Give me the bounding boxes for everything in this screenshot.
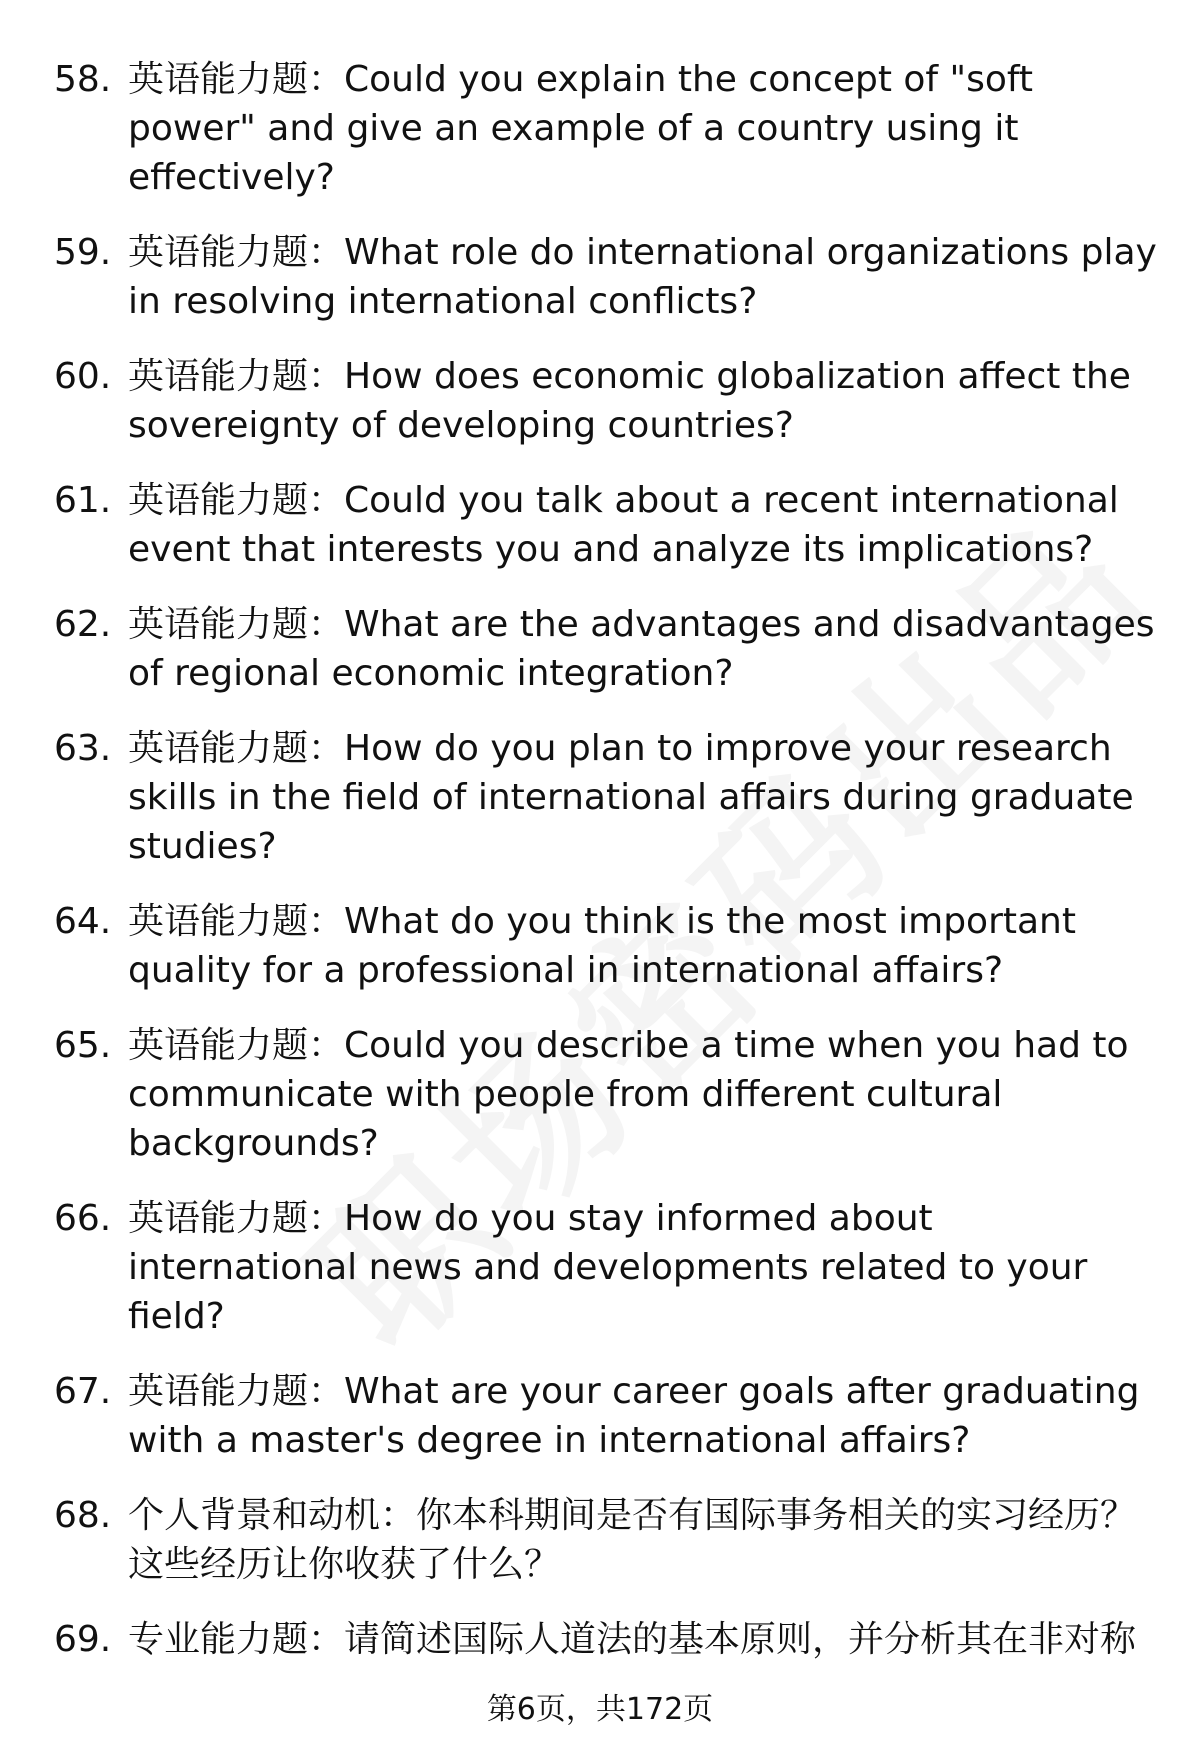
item-category: 专业能力题： [128,1619,345,1660]
list-item [54,1021,1164,1168]
item-number: 66. [54,1198,112,1239]
item-text [128,1615,1164,1664]
item-question: Could you explain the concept of "soft power" and give an example of a country using it effectively? [128,59,1034,198]
item-number: 65. [54,1025,112,1066]
item-question: How does economic globalization affect the sovereignty of developing countries? [128,356,1131,446]
item-question: How do you stay informed about international news and developments related to your field? [128,1198,1088,1337]
item-question: What are the advantages and disadvantages of regional economic integration? [128,604,1155,694]
list-item [54,1491,1164,1589]
item-question: What role do international organizations play in resolving international conflicts? [128,232,1157,322]
item-category: 英语能力题： [128,728,345,769]
item-text [128,352,1164,450]
item-text [128,55,1164,202]
list-item [54,476,1164,574]
item-text [128,897,1164,995]
item-category: 英语能力题： [128,1371,345,1412]
item-category: 英语能力题： [128,901,345,942]
item-number: 62. [54,604,112,645]
item-text [128,476,1164,574]
item-category: 英语能力题： [128,232,345,273]
list-item [54,1615,1164,1664]
item-number: 67. [54,1371,112,1412]
item-text [128,600,1164,698]
item-text [128,1491,1164,1589]
page-footer: 第6页，共172页 [486,1692,714,1727]
item-text [128,1367,1164,1465]
item-text [128,228,1164,326]
item-category: 英语能力题： [128,480,345,521]
item-category: 英语能力题： [128,59,345,100]
item-category: 英语能力题： [128,1025,345,1066]
item-text [128,1194,1164,1341]
item-question: What are your career goals after graduating with a master's degree in international affairs? [128,1371,1140,1461]
item-category: 英语能力题： [128,1198,345,1239]
item-number: 59. [54,232,112,273]
item-question: 请简述国际人道法的基本原则，并分析其在非对称 [344,1619,1137,1660]
item-number: 58. [54,59,112,100]
list-item [54,352,1164,450]
item-number: 60. [54,356,112,397]
item-category: 英语能力题： [128,356,345,397]
list-item [54,897,1164,995]
item-question: How do you plan to improve your research skills in the field of international affairs during graduate studies? [128,728,1134,867]
item-text [128,724,1164,871]
question-list [54,55,1164,1690]
item-number: 68. [54,1495,112,1536]
item-question: Could you talk about a recent international event that interests you and analyze its implications? [128,480,1119,570]
item-question: 你本科期间是否有国际事务相关的实习经历？这些经历让你收获了什么？ [128,1495,1137,1585]
list-item [54,724,1164,871]
item-text [128,1021,1164,1168]
list-item [54,1194,1164,1341]
item-question: What do you think is the most important quality for a professional in international affairs? [128,901,1076,991]
item-number: 63. [54,728,112,769]
item-number: 64. [54,901,112,942]
item-question: Could you describe a time when you had to communicate with people from different cultural backgrounds? [128,1025,1129,1164]
list-item [54,55,1164,202]
item-number: 61. [54,480,112,521]
list-item [54,1367,1164,1465]
list-item [54,228,1164,326]
item-category: 个人背景和动机： [128,1495,417,1536]
item-category: 英语能力题： [128,604,345,645]
list-item [54,600,1164,698]
item-number: 69. [54,1619,112,1660]
